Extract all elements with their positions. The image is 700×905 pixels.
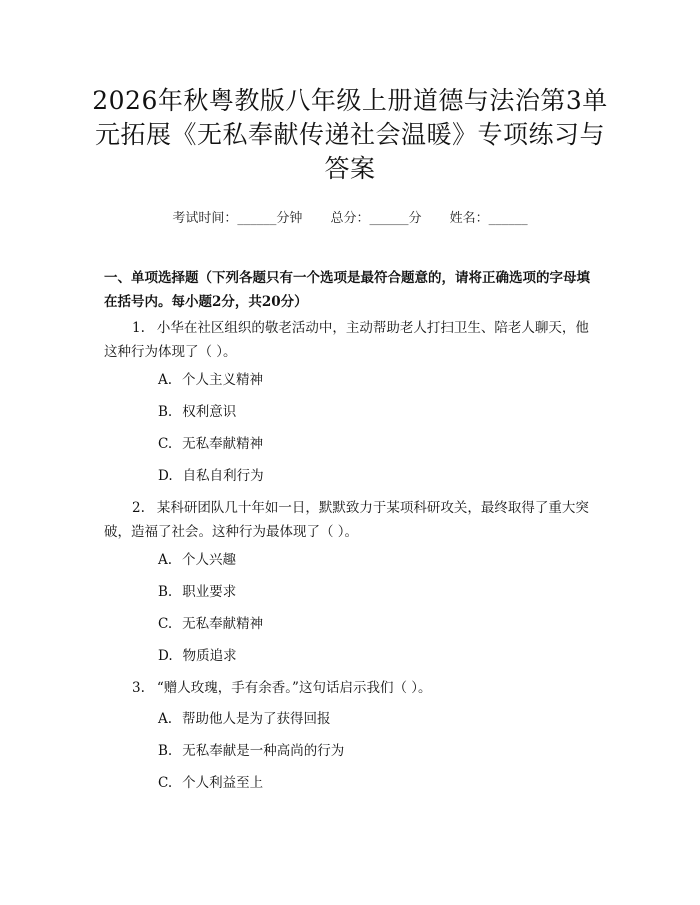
option-item: [158, 614, 263, 634]
exam-info: [0, 207, 700, 226]
option-letter: A.: [158, 372, 173, 388]
option-item: [158, 434, 263, 454]
option-letter: B.: [158, 404, 173, 420]
option-item: [158, 773, 263, 793]
option-text: 权利意识: [182, 404, 237, 420]
option-text: 个人利益至上: [182, 775, 264, 791]
question-text: 小华在社区组织的敬老活动中，主动帮助老人打扫卫生、陪老人聊天，他这种行为体现了（ ）。: [104, 320, 589, 360]
option-item: [158, 550, 236, 570]
question-text: “赠人玫瑰，手有余香。”这句话启示我们（ ）。: [156, 680, 432, 696]
option-text: 个人主义精神: [182, 372, 264, 388]
option-letter: A.: [158, 711, 173, 727]
option-item: [158, 370, 263, 390]
option-letter: C.: [158, 775, 173, 791]
section-heading: 一、单项选择题（下列各题只有一个选项是最符合题意的，请将正确选项的字母填在括号内。每小题2分，共20分）: [104, 270, 590, 310]
option-text: 无私奉献精神: [182, 616, 264, 632]
option-letter: C.: [158, 616, 173, 632]
page-title: 2026年秋粤教版八年级上册道德与法治第3单元拓展《无私奉献传递社会温暖》专项练习与答案: [92, 86, 608, 183]
option-letter: A.: [158, 552, 173, 568]
question-number: 1.: [132, 320, 145, 336]
option-letter: D.: [158, 468, 173, 484]
question-1: [104, 316, 602, 364]
option-text: 物质追求: [182, 648, 237, 664]
option-letter: B.: [158, 743, 173, 759]
option-item: [158, 582, 236, 602]
option-text: 无私奉献精神: [182, 436, 264, 452]
option-item: [158, 709, 331, 729]
question-2: [104, 496, 602, 544]
option-text: 自私自利行为: [182, 468, 264, 484]
option-text: 个人兴趣: [182, 552, 237, 568]
option-item: [158, 646, 237, 666]
option-letter: D.: [158, 648, 173, 664]
exam-time: 考试时间：______分钟: [172, 211, 303, 226]
option-item: [158, 402, 236, 422]
question-3: [104, 676, 602, 700]
total-score: 总分：______分: [330, 211, 422, 226]
question-number: 3.: [132, 680, 145, 696]
option-letter: B.: [158, 584, 173, 600]
question-text: 某科研团队几十年如一日，默默致力于某项科研攻关，最终取得了重大突破，造福了社会。这种行为最体现了（ ）。: [104, 500, 589, 540]
option-item: [158, 466, 264, 486]
student-name: 姓名：______: [449, 211, 528, 226]
question-number: 2.: [132, 500, 145, 516]
option-text: 帮助他人是为了获得回报: [182, 711, 331, 727]
option-item: [158, 741, 344, 761]
option-text: 职业要求: [182, 584, 237, 600]
option-letter: C.: [158, 436, 173, 452]
option-text: 无私奉献是一种高尚的行为: [182, 743, 345, 759]
